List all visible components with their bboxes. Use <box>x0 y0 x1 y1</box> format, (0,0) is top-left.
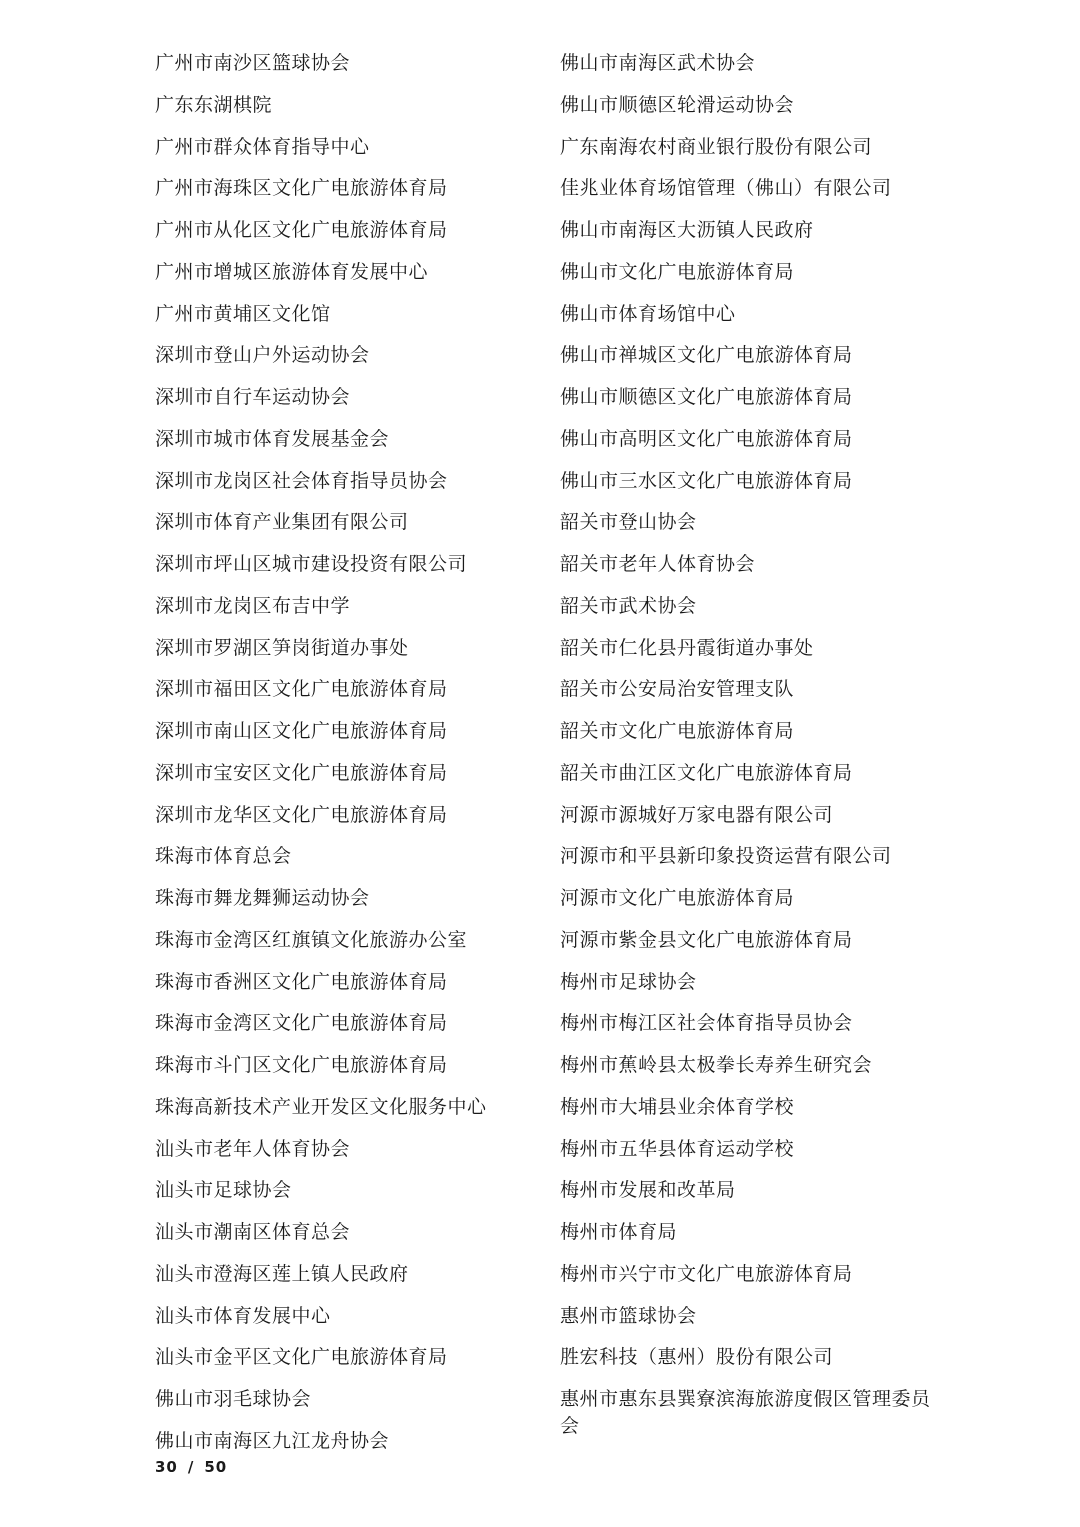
list-item: 惠州市惠东县巽寮滨海旅游度假区管理委员会 <box>560 1388 931 1437</box>
list-item: 珠海市体育总会 <box>155 845 292 868</box>
list-item: 佛山市羽毛球协会 <box>155 1388 312 1410</box>
total-pages: 50 <box>204 1458 228 1476</box>
list-item: 佛山市文化广电旅游体育局 <box>560 260 795 283</box>
list-item: 深圳市城市体育发展基金会 <box>155 427 390 450</box>
list-item: 佛山市禅城区文化广电旅游体育局 <box>560 344 853 367</box>
list-item: 珠海高新技术产业开发区文化服务中心 <box>155 1095 487 1118</box>
list-item: 深圳市登山户外运动协会 <box>155 344 370 367</box>
list-item: 汕头市体育发展中心 <box>155 1304 331 1327</box>
list-item: 韶关市曲江区文化广电旅游体育局 <box>560 761 853 784</box>
list-item: 汕头市澄海区莲上镇人民政府 <box>155 1262 409 1285</box>
list-item: 河源市紫金县文化广电旅游体育局 <box>560 928 853 951</box>
list-item: 深圳市龙岗区社会体育指导员协会 <box>155 469 448 492</box>
list-item: 深圳市宝安区文化广电旅游体育局 <box>155 761 448 784</box>
list-item: 河源市和平县新印象投资运营有限公司 <box>560 845 892 868</box>
list-item: 韶关市登山协会 <box>560 511 697 534</box>
list-item: 佳兆业体育场馆管理（佛山）有限公司 <box>560 177 892 200</box>
left-organization-list <box>155 50 545 1470</box>
current-page: 30 <box>155 1458 178 1476</box>
list-item: 广州市南沙区篮球协会 <box>155 52 351 74</box>
list-item: 汕头市潮南区体育总会 <box>155 1221 351 1243</box>
list-item: 广州市增城区旅游体育发展中心 <box>155 260 429 283</box>
list-item: 佛山市南海区武术协会 <box>560 52 756 74</box>
list-item: 广东东湖棋院 <box>155 93 273 116</box>
list-item: 韶关市文化广电旅游体育局 <box>560 720 795 742</box>
list-item: 河源市文化广电旅游体育局 <box>560 887 795 909</box>
list-item: 深圳市龙华区文化广电旅游体育局 <box>155 803 448 826</box>
list-item: 梅州市足球协会 <box>560 970 697 993</box>
list-item: 珠海市香洲区文化广电旅游体育局 <box>155 970 448 993</box>
list-item: 河源市源城好万家电器有限公司 <box>560 803 834 826</box>
list-item: 梅州市梅江区社会体育指导员协会 <box>560 1012 853 1035</box>
list-item: 佛山市体育场馆中心 <box>560 302 736 325</box>
list-item: 深圳市福田区文化广电旅游体育局 <box>155 678 448 701</box>
list-item: 广东南海农村商业银行股份有限公司 <box>560 135 873 158</box>
list-item: 深圳市罗湖区笋岗街道办事处 <box>155 636 409 659</box>
list-item: 胜宏科技（惠州）股份有限公司 <box>560 1346 834 1369</box>
list-item: 珠海市斗门区文化广电旅游体育局 <box>155 1054 448 1076</box>
list-item: 广州市黄埔区文化馆 <box>155 302 331 325</box>
list-item: 梅州市蕉岭县太极拳长寿养生研究会 <box>560 1054 873 1076</box>
list-item: 佛山市南海区大沥镇人民政府 <box>560 219 814 241</box>
list-item: 汕头市足球协会 <box>155 1179 292 1202</box>
list-item: 梅州市大埔县业余体育学校 <box>560 1095 795 1118</box>
list-item: 珠海市金湾区红旗镇文化旅游办公室 <box>155 928 468 951</box>
list-item: 佛山市高明区文化广电旅游体育局 <box>560 427 853 450</box>
list-item: 韶关市仁化县丹霞街道办事处 <box>560 636 814 659</box>
list-item: 惠州市篮球协会 <box>560 1304 697 1327</box>
list-item: 韶关市武术协会 <box>560 594 697 617</box>
list-item: 广州市从化区文化广电旅游体育局 <box>155 219 448 241</box>
right-organization-list <box>560 50 932 1456</box>
list-item: 梅州市兴宁市文化广电旅游体育局 <box>560 1262 853 1285</box>
page-number <box>155 1458 227 1476</box>
list-item: 韶关市公安局治安管理支队 <box>560 678 795 701</box>
list-item: 深圳市自行车运动协会 <box>155 386 351 408</box>
list-item: 佛山市顺德区文化广电旅游体育局 <box>560 386 853 408</box>
list-item: 韶关市老年人体育协会 <box>560 553 756 575</box>
list-item: 深圳市坪山区城市建设投资有限公司 <box>155 553 468 575</box>
list-item: 珠海市舞龙舞狮运动协会 <box>155 887 370 909</box>
list-item: 广州市海珠区文化广电旅游体育局 <box>155 177 448 200</box>
list-item: 深圳市龙岗区布吉中学 <box>155 594 351 617</box>
page-separator: / <box>187 1458 195 1476</box>
list-item: 佛山市顺德区轮滑运动协会 <box>560 93 795 116</box>
list-item: 汕头市老年人体育协会 <box>155 1137 351 1160</box>
list-item: 汕头市金平区文化广电旅游体育局 <box>155 1346 448 1369</box>
list-item: 深圳市体育产业集团有限公司 <box>155 511 409 534</box>
list-item: 梅州市体育局 <box>560 1221 678 1243</box>
list-item: 佛山市三水区文化广电旅游体育局 <box>560 469 853 492</box>
list-item: 广州市群众体育指导中心 <box>155 135 370 158</box>
list-item: 深圳市南山区文化广电旅游体育局 <box>155 720 448 742</box>
list-item: 珠海市金湾区文化广电旅游体育局 <box>155 1012 448 1035</box>
list-item: 佛山市南海区九江龙舟协会 <box>155 1429 390 1452</box>
list-item: 梅州市五华县体育运动学校 <box>560 1137 795 1160</box>
list-item: 梅州市发展和改革局 <box>560 1179 736 1202</box>
